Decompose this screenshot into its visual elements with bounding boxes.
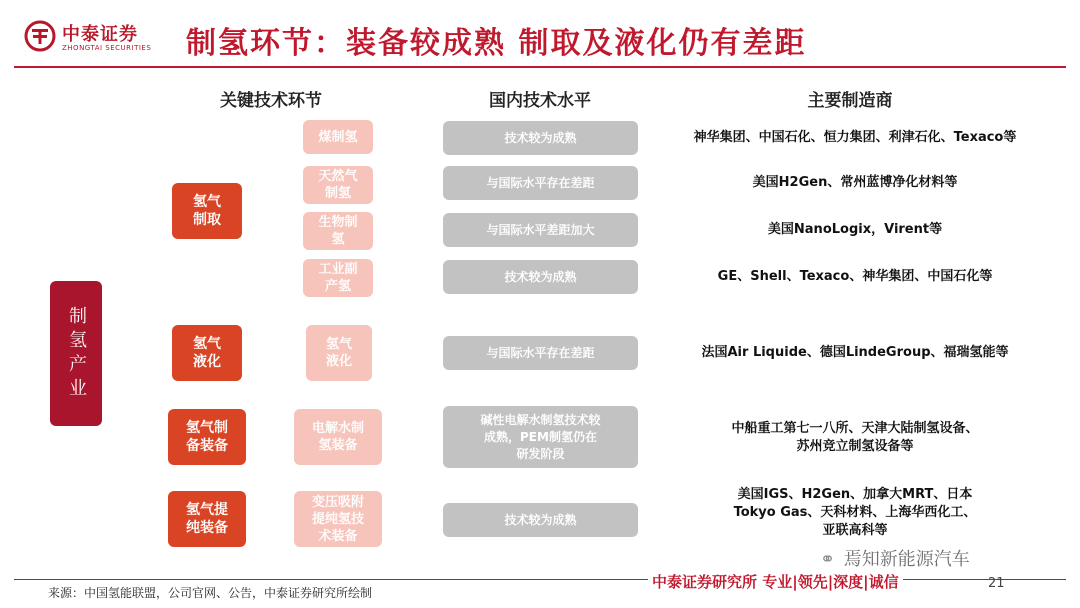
logo-text-cn: 中泰证券 bbox=[62, 24, 138, 45]
manufacturers-natural-gas: 美国H2Gen、常州蓝博净化材料等 bbox=[752, 175, 958, 190]
sub-tech-natural-gas: 天然气 制氢 bbox=[303, 166, 373, 204]
level-natural-gas: 与国际水平存在差距 bbox=[443, 166, 638, 200]
footer-brand: 中泰证券研究所 专业|领先|深度|诚信 bbox=[648, 571, 903, 592]
sub-tech-industrial-byproduct: 工业副 产氢 bbox=[303, 259, 373, 297]
level-industrial-byproduct: 技术较为成熟 bbox=[443, 260, 638, 294]
column-header-manufacturers: 主要制造商 bbox=[807, 91, 893, 111]
column-header-domestic-level: 国内技术水平 bbox=[489, 91, 591, 111]
manufacturers-coal: 神华集团、中国石化、恒力集团、利津石化、Texaco等 bbox=[693, 130, 1017, 145]
manufacturers-industrial-byproduct: GE、Shell、Texaco、神华集团、中国石化等 bbox=[717, 269, 993, 284]
source-note: 来源：中国氢能联盟，公司官网、公告，中泰证券研究所绘制 bbox=[48, 586, 373, 600]
title-divider bbox=[14, 66, 1066, 68]
category-purification-equipment: 氢气提 纯装备 bbox=[168, 491, 246, 547]
sub-tech-electrolysis-equipment: 电解水制 氢装备 bbox=[294, 409, 382, 465]
sub-tech-liquefaction: 氢气 液化 bbox=[306, 325, 372, 381]
footer-divider bbox=[14, 579, 1066, 580]
level-electrolysis-equipment: 碱性电解水制氢技术较 成熟，PEM制氢仍在 研发阶段 bbox=[443, 406, 638, 468]
column-header-key-tech: 关键技术环节 bbox=[220, 91, 322, 111]
logo-text-en: ZHONGTAI SECURITIES bbox=[62, 44, 152, 52]
sub-tech-psa-equipment: 变压吸附 提纯氢技 术装备 bbox=[294, 491, 382, 547]
sub-tech-bio: 生物制 氢 bbox=[303, 212, 373, 250]
company-logo bbox=[24, 14, 174, 64]
industry-label: 制氢产业 bbox=[66, 305, 87, 402]
level-psa-equipment: 技术较为成熟 bbox=[443, 503, 638, 537]
watermark-text: 焉知新能源汽车 bbox=[843, 549, 970, 570]
category-production-equipment: 氢气制 备装备 bbox=[168, 409, 246, 465]
manufacturers-bio: 美国NanoLogix，Virent等 bbox=[767, 222, 943, 237]
sub-tech-coal: 煤制氢 bbox=[303, 120, 373, 154]
level-bio: 与国际水平差距加大 bbox=[443, 213, 638, 247]
level-liquefaction: 与国际水平存在差距 bbox=[443, 336, 638, 370]
industry-box bbox=[50, 281, 102, 426]
manufacturers-electrolysis-equipment: 中船重工第七一八所、天津大陆制氢设备、 苏州竞立制氢设备等 bbox=[731, 421, 979, 454]
level-coal: 技术较为成熟 bbox=[443, 121, 638, 155]
category-hydrogen-liquefaction: 氢气 液化 bbox=[172, 325, 242, 381]
page-number: 21 bbox=[988, 576, 1005, 591]
zhongtai-logo-icon bbox=[24, 20, 56, 52]
manufacturers-psa-equipment: 美国IGS、H2Gen、加拿大MRT、日本 Tokyo Gas、天科材料、上海华西化工、 亚联高科等 bbox=[733, 487, 977, 538]
wechat-icon: ⚭ bbox=[820, 549, 836, 570]
manufacturers-liquefaction: 法国Air Liquide、德国LindeGroup、福瑞氢能等 bbox=[701, 345, 1009, 360]
slide-title: 制氢环节：装备较成熟 制取及液化仍有差距 bbox=[186, 26, 807, 61]
watermark bbox=[820, 545, 970, 571]
category-hydrogen-production: 氢气 制取 bbox=[172, 183, 242, 239]
